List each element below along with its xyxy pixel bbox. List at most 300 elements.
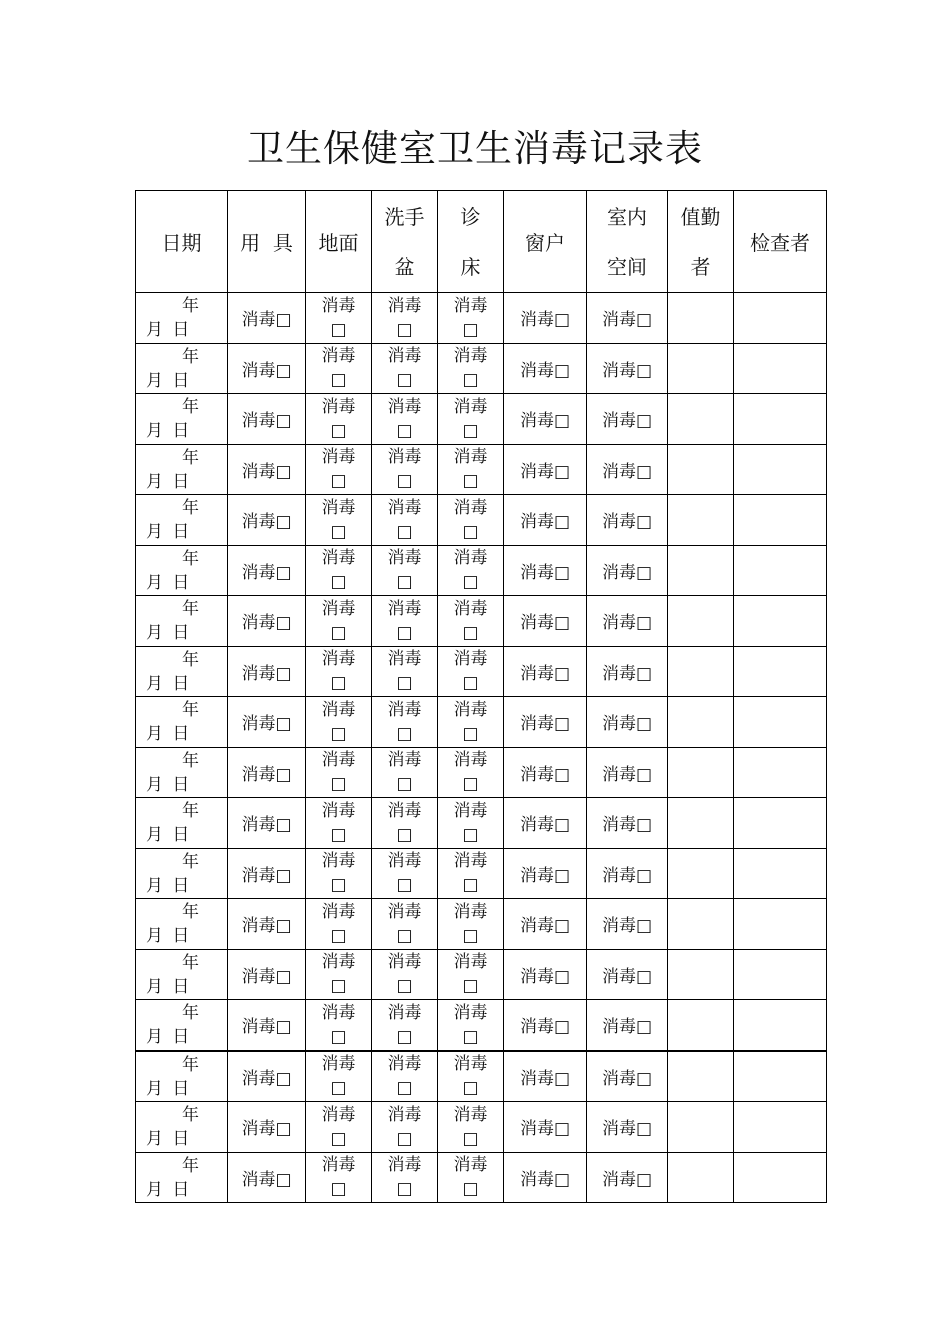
duty-cell[interactable]: [668, 495, 734, 546]
window-cell[interactable]: 消毒□: [504, 1000, 587, 1051]
window-cell[interactable]: 消毒□: [504, 343, 587, 394]
date-cell[interactable]: [136, 343, 228, 394]
washbasin-cell[interactable]: [372, 798, 438, 849]
utensils-cell[interactable]: 消毒□: [228, 596, 306, 647]
checkbox-icon[interactable]: □: [330, 319, 347, 340]
date-cell[interactable]: [136, 697, 228, 748]
bed-cell[interactable]: [438, 646, 504, 697]
header-duty: [668, 191, 734, 293]
date-cell[interactable]: [136, 495, 228, 546]
inspector-cell[interactable]: [734, 596, 827, 647]
disinfect-label: 消毒: [387, 497, 422, 518]
checkbox-icon[interactable]: □: [396, 1179, 413, 1200]
disinfect-label: 消毒: [453, 548, 488, 569]
inspector-cell[interactable]: [734, 949, 827, 1000]
indoor-space-cell[interactable]: 消毒□: [587, 545, 668, 596]
table-row: [136, 1000, 827, 1051]
checkbox-icon[interactable]: □: [330, 673, 347, 694]
checkbox-icon[interactable]: □: [330, 1128, 347, 1149]
header-row: [136, 191, 827, 293]
bed-cell[interactable]: [438, 596, 504, 647]
disinfect-label: 消毒: [321, 649, 356, 670]
disinfect-label: 消毒: [321, 699, 356, 720]
checkbox-icon[interactable]: □: [462, 976, 479, 997]
table-row: [136, 495, 827, 546]
year-label: 年: [182, 346, 199, 367]
checkbox-icon[interactable]: □: [330, 774, 347, 795]
window-cell[interactable]: 消毒□: [504, 646, 587, 697]
utensils-cell[interactable]: 消毒□: [228, 899, 306, 950]
disinfect-label: 消毒: [453, 396, 488, 417]
utensils-cell[interactable]: 消毒□: [228, 343, 306, 394]
duty-cell[interactable]: [668, 747, 734, 798]
header-bed: [438, 191, 504, 293]
checkbox-icon[interactable]: □: [396, 673, 413, 694]
disinfect-label: 消毒: [321, 750, 356, 771]
checkbox-icon[interactable]: □: [396, 1128, 413, 1149]
indoor-space-cell[interactable]: 消毒□: [587, 697, 668, 748]
checkbox-icon[interactable]: □: [396, 824, 413, 845]
bed-cell[interactable]: [438, 293, 504, 344]
washbasin-cell[interactable]: [372, 1102, 438, 1153]
table-row: [136, 798, 827, 849]
checkbox-icon[interactable]: □: [396, 723, 413, 744]
bed-cell[interactable]: [438, 949, 504, 1000]
indoor-space-cell[interactable]: 消毒□: [587, 798, 668, 849]
checkbox-icon[interactable]: □: [462, 1179, 479, 1200]
disinfect-label: 消毒: [321, 800, 356, 821]
window-cell[interactable]: 消毒□: [504, 1051, 587, 1102]
header-duty-line1: 值勤: [680, 204, 721, 229]
floor-cell[interactable]: [306, 747, 372, 798]
bed-cell[interactable]: [438, 697, 504, 748]
checkbox-icon[interactable]: □: [330, 1026, 347, 1047]
disinfect-label: 消毒: [453, 447, 488, 468]
checkbox-icon[interactable]: □: [396, 420, 413, 441]
date-cell[interactable]: [136, 747, 228, 798]
inspector-cell[interactable]: [734, 697, 827, 748]
bed-cell[interactable]: [438, 1051, 504, 1102]
window-cell[interactable]: 消毒□: [504, 444, 587, 495]
disinfect-label: 消毒: [321, 497, 356, 518]
floor-cell[interactable]: [306, 798, 372, 849]
washbasin-cell[interactable]: [372, 1000, 438, 1051]
floor-cell[interactable]: [306, 697, 372, 748]
inspector-cell[interactable]: [734, 1102, 827, 1153]
indoor-space-cell[interactable]: 消毒□: [587, 394, 668, 445]
floor-cell[interactable]: [306, 1102, 372, 1153]
duty-cell[interactable]: [668, 1000, 734, 1051]
utensils-cell[interactable]: 消毒□: [228, 495, 306, 546]
indoor-space-cell[interactable]: 消毒□: [587, 444, 668, 495]
floor-cell[interactable]: [306, 899, 372, 950]
utensils-cell[interactable]: 消毒□: [228, 293, 306, 344]
checkbox-icon[interactable]: □: [462, 1128, 479, 1149]
inspector-cell[interactable]: [734, 444, 827, 495]
floor-cell[interactable]: [306, 343, 372, 394]
checkbox-icon[interactable]: □: [462, 521, 479, 542]
inspector-cell[interactable]: [734, 545, 827, 596]
disinfect-label: 消毒: [321, 598, 356, 619]
checkbox-icon[interactable]: □: [396, 875, 413, 896]
disinfect-label: 消毒: [453, 1054, 488, 1075]
year-label: 年: [182, 649, 199, 670]
inspector-cell[interactable]: [734, 1000, 827, 1051]
duty-cell[interactable]: [668, 1102, 734, 1153]
utensils-cell[interactable]: 消毒□: [228, 1152, 306, 1203]
month-day-label: 月 日: [146, 320, 190, 340]
duty-cell[interactable]: [668, 444, 734, 495]
year-label: 年: [182, 599, 199, 619]
washbasin-cell[interactable]: [372, 899, 438, 950]
utensils-cell[interactable]: 消毒□: [228, 646, 306, 697]
washbasin-cell[interactable]: [372, 697, 438, 748]
inspector-cell[interactable]: [734, 1152, 827, 1203]
bed-cell[interactable]: [438, 444, 504, 495]
table-row: [136, 293, 827, 344]
header-washbasin: [372, 191, 438, 293]
disinfect-label: 消毒: [453, 851, 488, 872]
indoor-space-cell[interactable]: 消毒□: [587, 1102, 668, 1153]
indoor-space-cell[interactable]: 消毒□: [587, 343, 668, 394]
table-row: [136, 545, 827, 596]
floor-cell[interactable]: [306, 545, 372, 596]
year-label: 年: [182, 851, 199, 872]
window-cell[interactable]: 消毒□: [504, 394, 587, 445]
window-cell[interactable]: 消毒□: [504, 1152, 587, 1203]
window-cell[interactable]: 消毒□: [504, 495, 587, 546]
month-day-label: 月 日: [146, 774, 190, 795]
disinfect-label: 消毒: [387, 901, 422, 922]
disinfect-label: 消毒: [453, 952, 488, 973]
table-row: [136, 1051, 827, 1102]
floor-cell[interactable]: [306, 646, 372, 697]
indoor-space-cell[interactable]: 消毒□: [587, 1051, 668, 1102]
washbasin-cell[interactable]: [372, 545, 438, 596]
utensils-cell[interactable]: 消毒□: [228, 747, 306, 798]
duty-cell[interactable]: [668, 899, 734, 950]
disinfect-label: 消毒: [321, 952, 356, 973]
year-label: 年: [182, 1155, 199, 1176]
year-label: 年: [182, 1003, 199, 1023]
month-day-label: 月 日: [146, 1078, 190, 1099]
disinfect-label: 消毒: [321, 851, 356, 872]
utensils-cell[interactable]: 消毒□: [228, 949, 306, 1000]
disinfect-label: 消毒: [453, 901, 488, 922]
duty-cell[interactable]: [668, 545, 734, 596]
utensils-cell[interactable]: 消毒□: [228, 798, 306, 849]
checkbox-icon[interactable]: □: [330, 925, 347, 946]
inspector-cell[interactable]: [734, 848, 827, 899]
month-day-label: 月 日: [146, 1027, 190, 1047]
utensils-cell[interactable]: 消毒□: [228, 1000, 306, 1051]
checkbox-icon[interactable]: □: [396, 976, 413, 997]
bed-cell[interactable]: [438, 747, 504, 798]
washbasin-cell[interactable]: [372, 949, 438, 1000]
checkbox-icon[interactable]: □: [396, 622, 413, 643]
checkbox-icon[interactable]: □: [330, 824, 347, 845]
checkbox-icon[interactable]: □: [462, 420, 479, 441]
floor-cell[interactable]: [306, 293, 372, 344]
checkbox-icon[interactable]: □: [462, 370, 479, 391]
checkbox-icon[interactable]: □: [330, 723, 347, 744]
table-row: [136, 343, 827, 394]
floor-cell[interactable]: [306, 848, 372, 899]
checkbox-icon[interactable]: □: [462, 319, 479, 340]
disinfect-label: 消毒: [387, 851, 422, 872]
year-label: 年: [182, 397, 199, 417]
inspector-cell[interactable]: [734, 293, 827, 344]
floor-cell[interactable]: [306, 1000, 372, 1051]
checkbox-icon[interactable]: □: [396, 572, 413, 593]
duty-cell[interactable]: [668, 646, 734, 697]
floor-cell[interactable]: [306, 394, 372, 445]
disinfect-label: 消毒: [387, 548, 422, 569]
disinfect-label: 消毒: [453, 1104, 488, 1125]
month-day-label: 月 日: [146, 421, 190, 441]
checkbox-icon[interactable]: □: [462, 673, 479, 694]
checkbox-icon[interactable]: □: [396, 370, 413, 391]
indoor-space-cell[interactable]: 消毒□: [587, 495, 668, 546]
year-label: 年: [182, 952, 199, 973]
month-day-label: 月 日: [146, 673, 190, 694]
window-cell[interactable]: 消毒□: [504, 798, 587, 849]
bed-cell[interactable]: [438, 1152, 504, 1203]
indoor-space-cell[interactable]: 消毒□: [587, 1000, 668, 1051]
duty-cell[interactable]: [668, 949, 734, 1000]
disinfect-label: 消毒: [387, 699, 422, 720]
month-day-label: 月 日: [146, 976, 190, 997]
table-row: [136, 899, 827, 950]
year-label: 年: [182, 801, 199, 821]
checkbox-icon[interactable]: □: [396, 774, 413, 795]
month-day-label: 月 日: [146, 471, 190, 492]
bed-cell[interactable]: [438, 899, 504, 950]
inspector-cell[interactable]: [734, 343, 827, 394]
year-label: 年: [182, 548, 199, 569]
floor-cell[interactable]: [306, 444, 372, 495]
inspector-cell[interactable]: [734, 495, 827, 546]
bed-cell[interactable]: [438, 394, 504, 445]
washbasin-cell[interactable]: [372, 394, 438, 445]
header-utensils: 用 具: [228, 191, 306, 293]
checkbox-icon[interactable]: □: [330, 1078, 347, 1099]
checkbox-icon[interactable]: □: [396, 925, 413, 946]
disinfect-label: 消毒: [453, 346, 488, 367]
disinfect-label: 消毒: [387, 800, 422, 821]
header-inspector: 检查者: [734, 191, 827, 293]
duty-cell[interactable]: [668, 1051, 734, 1102]
washbasin-cell[interactable]: [372, 444, 438, 495]
date-cell[interactable]: [136, 1051, 228, 1102]
bed-cell[interactable]: [438, 1102, 504, 1153]
utensils-cell[interactable]: 消毒□: [228, 444, 306, 495]
disinfect-label: 消毒: [321, 295, 356, 316]
table-row: [136, 1152, 827, 1203]
date-cell[interactable]: [136, 293, 228, 344]
indoor-space-cell[interactable]: 消毒□: [587, 293, 668, 344]
checkbox-icon[interactable]: □: [330, 875, 347, 896]
checkbox-icon[interactable]: □: [462, 471, 479, 492]
checkbox-icon[interactable]: □: [330, 976, 347, 997]
table-row: [136, 697, 827, 748]
indoor-space-cell[interactable]: 消毒□: [587, 646, 668, 697]
duty-cell[interactable]: [668, 596, 734, 647]
washbasin-cell[interactable]: [372, 1152, 438, 1203]
washbasin-cell[interactable]: [372, 1051, 438, 1102]
disinfect-label: 消毒: [321, 901, 356, 922]
disinfect-label: 消毒: [321, 1104, 356, 1125]
washbasin-cell[interactable]: [372, 646, 438, 697]
washbasin-cell[interactable]: [372, 596, 438, 647]
bed-cell[interactable]: [438, 798, 504, 849]
disinfect-label: 消毒: [387, 1155, 422, 1176]
floor-cell[interactable]: [306, 495, 372, 546]
washbasin-cell[interactable]: [372, 343, 438, 394]
floor-cell[interactable]: [306, 949, 372, 1000]
disinfect-label: 消毒: [453, 598, 488, 619]
floor-cell[interactable]: [306, 1051, 372, 1102]
indoor-space-cell[interactable]: 消毒□: [587, 899, 668, 950]
date-cell[interactable]: [136, 545, 228, 596]
checkbox-icon[interactable]: □: [396, 1078, 413, 1099]
bed-cell[interactable]: [438, 1000, 504, 1051]
washbasin-cell[interactable]: [372, 848, 438, 899]
inspector-cell[interactable]: [734, 1051, 827, 1102]
washbasin-cell[interactable]: [372, 747, 438, 798]
checkbox-icon[interactable]: □: [330, 622, 347, 643]
washbasin-cell[interactable]: [372, 495, 438, 546]
utensils-cell[interactable]: 消毒□: [228, 697, 306, 748]
table-row: [136, 394, 827, 445]
window-cell[interactable]: 消毒□: [504, 949, 587, 1000]
utensils-cell[interactable]: 消毒□: [228, 394, 306, 445]
duty-cell[interactable]: [668, 1152, 734, 1203]
disinfect-label: 消毒: [387, 952, 422, 973]
indoor-space-cell[interactable]: 消毒□: [587, 949, 668, 1000]
disinfection-log-table: [135, 190, 827, 1203]
disinfect-label: 消毒: [387, 1002, 422, 1023]
duty-cell[interactable]: [668, 394, 734, 445]
year-label: 年: [182, 447, 199, 468]
window-cell[interactable]: 消毒□: [504, 848, 587, 899]
disinfect-label: 消毒: [387, 447, 422, 468]
month-day-label: 月 日: [146, 522, 190, 542]
disinfect-label: 消毒: [321, 396, 356, 417]
header-bed-line1: 诊: [460, 204, 481, 229]
checkbox-icon[interactable]: □: [330, 471, 347, 492]
checkbox-icon[interactable]: □: [462, 824, 479, 845]
header-floor: 地面: [306, 191, 372, 293]
utensils-cell[interactable]: 消毒□: [228, 1102, 306, 1153]
checkbox-icon[interactable]: □: [462, 875, 479, 896]
date-cell[interactable]: [136, 596, 228, 647]
checkbox-icon[interactable]: □: [330, 370, 347, 391]
inspector-cell[interactable]: [734, 747, 827, 798]
checkbox-icon[interactable]: □: [396, 319, 413, 340]
washbasin-cell[interactable]: [372, 293, 438, 344]
window-cell[interactable]: 消毒□: [504, 697, 587, 748]
checkbox-icon[interactable]: □: [462, 1026, 479, 1047]
duty-cell[interactable]: [668, 697, 734, 748]
inspector-cell[interactable]: [734, 394, 827, 445]
inspector-cell[interactable]: [734, 798, 827, 849]
checkbox-icon[interactable]: □: [462, 774, 479, 795]
utensils-cell[interactable]: 消毒□: [228, 848, 306, 899]
date-cell[interactable]: [136, 949, 228, 1000]
inspector-cell[interactable]: [734, 646, 827, 697]
duty-cell[interactable]: [668, 848, 734, 899]
indoor-space-cell[interactable]: 消毒□: [587, 747, 668, 798]
header-washbasin-line2: 盆: [394, 254, 415, 279]
window-cell[interactable]: 消毒□: [504, 747, 587, 798]
checkbox-icon[interactable]: □: [462, 925, 479, 946]
date-cell[interactable]: [136, 646, 228, 697]
header-indoor-line1: 室内: [607, 204, 647, 229]
utensils-cell[interactable]: 消毒□: [228, 545, 306, 596]
window-cell[interactable]: 消毒□: [504, 596, 587, 647]
duty-cell[interactable]: [668, 343, 734, 394]
floor-cell[interactable]: [306, 596, 372, 647]
year-label: 年: [182, 750, 199, 771]
disinfect-label: 消毒: [321, 548, 356, 569]
date-cell[interactable]: [136, 1000, 228, 1051]
date-cell[interactable]: [136, 899, 228, 950]
inspector-cell[interactable]: [734, 899, 827, 950]
window-cell[interactable]: 消毒□: [504, 899, 587, 950]
year-label: 年: [182, 700, 199, 720]
bed-cell[interactable]: [438, 848, 504, 899]
year-label: 年: [182, 1105, 199, 1125]
checkbox-icon[interactable]: □: [462, 1078, 479, 1099]
date-cell[interactable]: [136, 1102, 228, 1153]
disinfect-label: 消毒: [453, 750, 488, 771]
disinfect-label: 消毒: [387, 295, 422, 316]
indoor-space-cell[interactable]: 消毒□: [587, 596, 668, 647]
date-cell[interactable]: [136, 394, 228, 445]
duty-cell[interactable]: [668, 293, 734, 344]
bed-cell[interactable]: [438, 495, 504, 546]
month-day-label: 月 日: [146, 1179, 190, 1200]
disinfect-label: 消毒: [387, 598, 422, 619]
disinfect-label: 消毒: [387, 346, 422, 367]
duty-cell[interactable]: [668, 798, 734, 849]
indoor-space-cell[interactable]: 消毒□: [587, 848, 668, 899]
checkbox-icon[interactable]: □: [330, 521, 347, 542]
checkbox-icon[interactable]: □: [330, 1179, 347, 1200]
bed-cell[interactable]: [438, 343, 504, 394]
bed-cell[interactable]: [438, 545, 504, 596]
window-cell[interactable]: 消毒□: [504, 545, 587, 596]
checkbox-icon[interactable]: □: [396, 1026, 413, 1047]
date-cell[interactable]: [136, 444, 228, 495]
checkbox-icon[interactable]: □: [396, 521, 413, 542]
checkbox-icon[interactable]: □: [330, 572, 347, 593]
floor-cell[interactable]: [306, 1152, 372, 1203]
checkbox-icon[interactable]: □: [462, 723, 479, 744]
checkbox-icon[interactable]: □: [462, 622, 479, 643]
indoor-space-cell[interactable]: 消毒□: [587, 1152, 668, 1203]
window-cell[interactable]: 消毒□: [504, 1102, 587, 1153]
date-cell[interactable]: [136, 798, 228, 849]
utensils-cell[interactable]: 消毒□: [228, 1051, 306, 1102]
checkbox-icon[interactable]: □: [462, 572, 479, 593]
checkbox-icon[interactable]: □: [396, 471, 413, 492]
window-cell[interactable]: 消毒□: [504, 293, 587, 344]
checkbox-icon[interactable]: □: [330, 420, 347, 441]
date-cell[interactable]: [136, 1152, 228, 1203]
date-cell[interactable]: [136, 848, 228, 899]
